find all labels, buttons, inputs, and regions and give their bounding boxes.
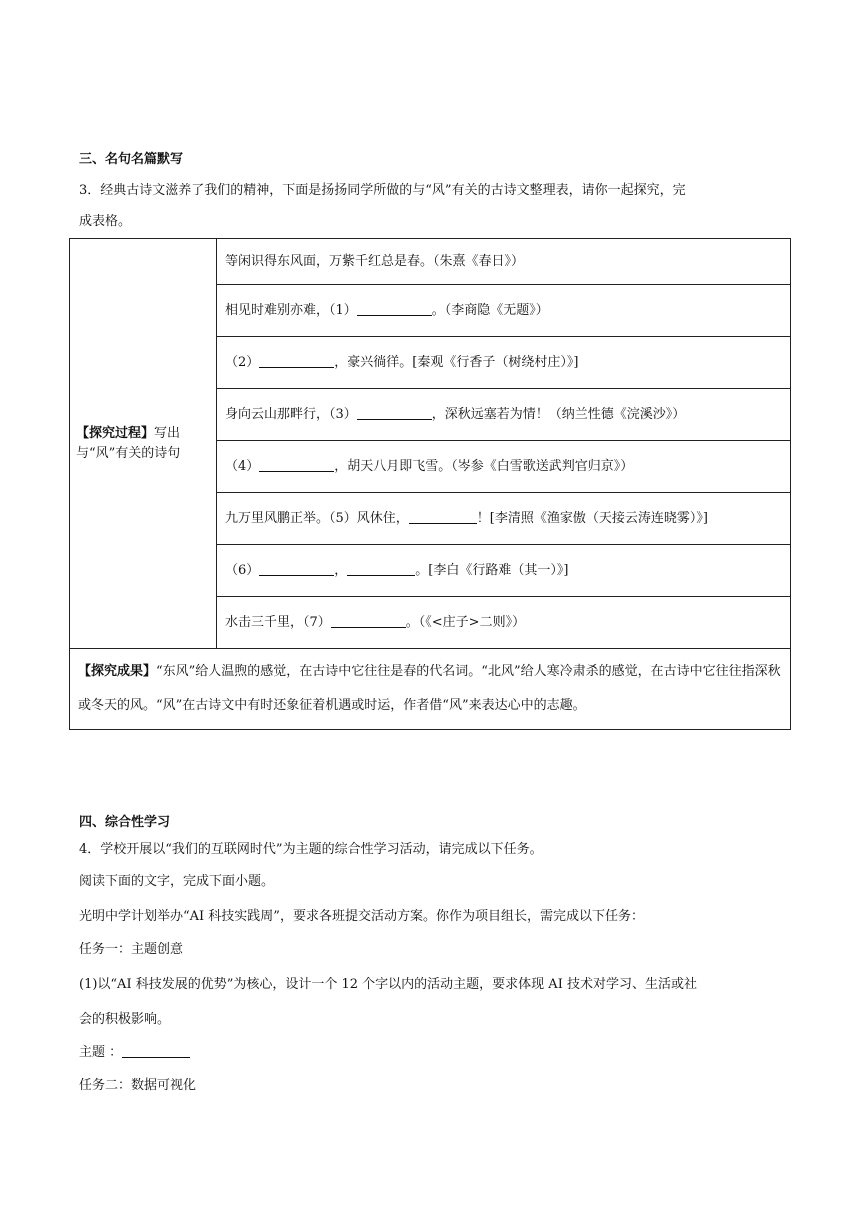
task1-title: 任务一：主题创意 [79,942,184,957]
row-text: 水击三千里，（7） [225,614,331,630]
task2-title: 任务二：数据可视化 [79,1078,197,1093]
row-text: ，深秋远塞若为情！（纳兰性德《浣溪沙》） [431,406,686,422]
table-row [217,493,791,545]
question4-text: 4．学校开展以“我们的互联网时代”为主题的综合性学习活动，请完成以下任务。 [79,842,543,857]
intro-text: 光明中学计划举办“AI 科技实践周”，要求各班提交活动方案。你作为项目组长，需完成以下任务： [79,909,644,924]
table-row [217,545,791,597]
answer-blank[interactable] [347,561,415,576]
row-text: （6） [225,562,260,578]
row-text: 相见时难别亦难，（1） [225,302,357,318]
process-label-text: 写出与“风”有关的诗句 [76,425,181,461]
theme-label: 主题 ： [79,1045,123,1060]
answer-blank[interactable] [409,509,477,524]
result-text: “东风”给人温煦的感觉，在古诗中它往往是春的代名词。“北风”给人寒冷肃杀的感觉，在古诗中它往往指深秋或冬天的风。“风”在古诗文中有时还象征着机遇或时运，作者借“风”来表达心中的志趣。 [78,664,781,713]
row-text: 身向云山那畔行，（3） [225,406,357,422]
sub1-line1: (1)以“AI 科技发展的优势”为核心，设计一个 12 个字以内的活动主题，要求体现 AI 技术对学习、生活或社 [79,977,697,992]
row-text: ，胡天八月即飞雪。（岑参《白雪歌送武判官归京》） [334,458,634,474]
row-text: ，豪兴徜徉。[秦观《行香子（树绕村庄）》] [334,354,579,370]
process-label-bold: 【探究过程】 [76,425,155,441]
row-text: 等闲识得东风面，万紫千红总是春。（朱熹《春日》） [225,253,525,269]
row-text: （2） [225,354,260,370]
theme-answer-blank[interactable] [122,1043,190,1058]
row-text: ， [334,562,348,578]
result-cell [70,649,791,730]
section3-heading: 三、名句名篇默写 [79,152,184,167]
table-row [217,441,791,493]
table-row [217,285,791,337]
result-label-bold: 【探究成果】 [78,664,157,679]
table-row [217,389,791,441]
row-text: （4） [225,458,260,474]
row-text: 九万里风鹏正举。（5）风休住， [225,510,409,526]
question3-line2: 成表格。 [79,214,132,229]
section4-heading: 四、综合性学习 [79,815,171,830]
table-row [217,597,791,649]
answer-blank[interactable] [331,613,406,628]
row-text: 。（《<庄子>二则》） [405,614,526,630]
process-label-cell [70,239,217,649]
poetry-table [69,238,791,730]
table-row [217,239,791,285]
answer-blank[interactable] [259,353,334,368]
row-text: ！[李清照《渔家傲（天接云涛连晓雾）》] [476,510,708,526]
read-instruction: 阅读下面的文字，完成下面小题。 [79,874,275,889]
table-row [217,337,791,389]
row-text: 。（李商隐《无题》） [431,302,549,318]
answer-blank[interactable] [357,301,432,316]
row-text: 。[李白《行路难（其一）》] [415,562,569,578]
answer-blank[interactable] [259,457,334,472]
sub1-line2: 会的积极影响。 [79,1012,171,1027]
answer-blank[interactable] [259,561,334,576]
theme-line [79,1043,190,1063]
question3-line1: 3．经典古诗文滋养了我们的精神，下面是扬扬同学所做的与“风”有关的古诗文整理表，请你一起探究，完 [79,183,686,198]
answer-blank[interactable] [357,405,432,420]
